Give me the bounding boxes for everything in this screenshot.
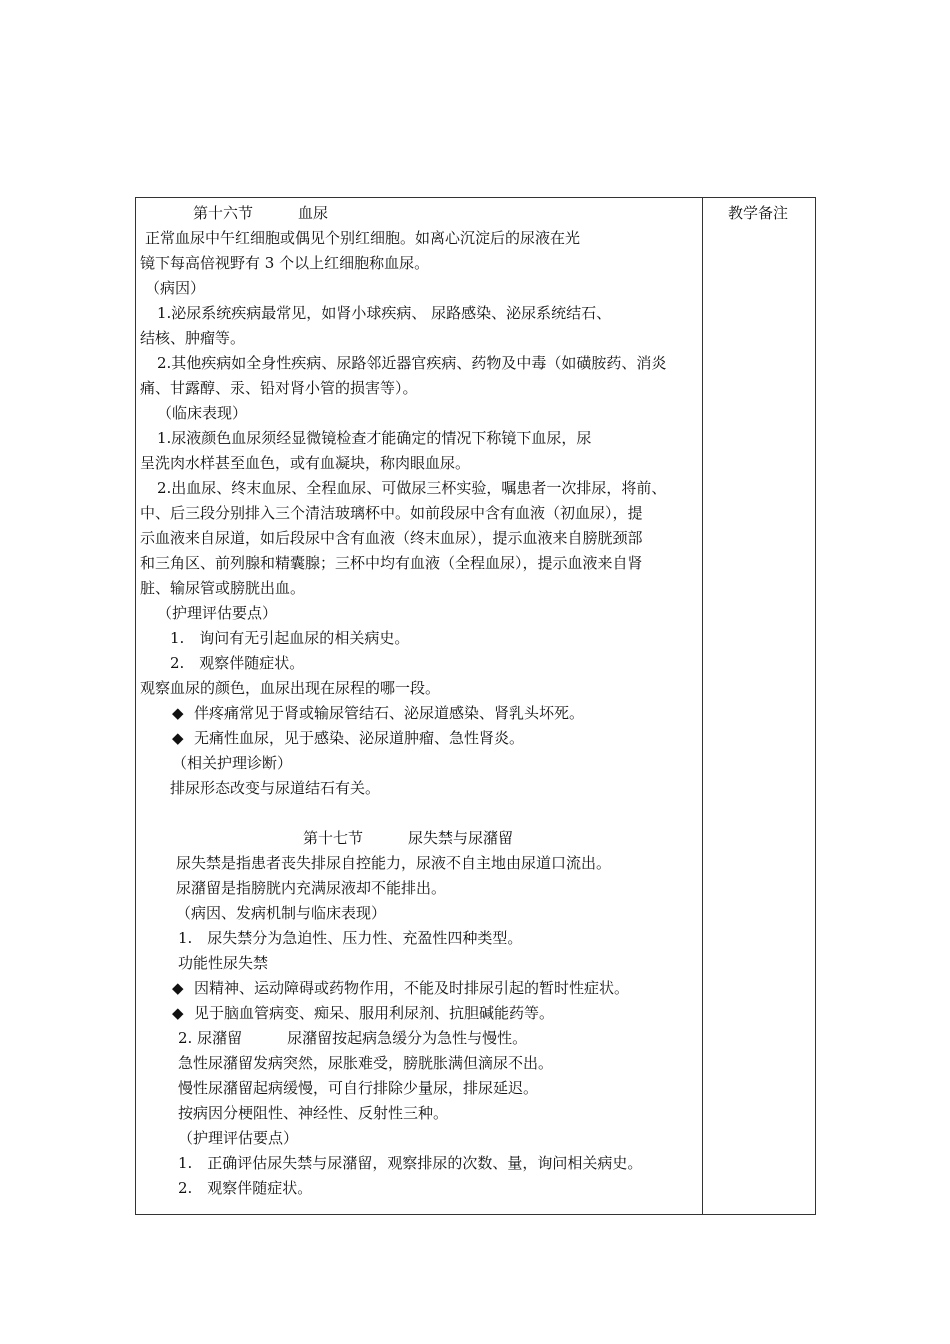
s16-diagnosis-heading: （相关护理诊断） <box>172 754 293 772</box>
s17-point-2b: 慢性尿潴留起病缓慢，可自行排除少量尿，排尿延迟。 <box>178 1079 539 1097</box>
section-16-title: 第十六节 血尿 <box>193 204 329 222</box>
s16-assess-heading: （护理评估要点） <box>157 604 278 622</box>
s16-cause-1a: 1.泌尿系统疾病最常见，如肾小球疾病、 尿路感染、泌尿系统结石、 <box>157 304 612 322</box>
s16-cause-heading: （病因） <box>145 279 206 297</box>
s16-intro-line2: 镜下每高倍视野有 3 个以上红细胞称血尿。 <box>140 254 430 272</box>
diamond-bullet-icon: ◆ <box>172 704 184 722</box>
s16-assess-2: 2. 观察伴随症状。 <box>170 654 305 672</box>
s16-clinical-2c: 示血液来自尿道，如后段尿中含有血液（终末血尿），提示血液来自膀胱颈部 <box>140 529 643 547</box>
s16-clinical-1b: 呈洗肉水样甚至血色，或有血凝块，称肉眼血尿。 <box>140 454 471 472</box>
s16-intro-line1: 正常血尿中午红细胞或偶见个别红细胞。如离心沉淀后的尿液在光 <box>145 229 581 247</box>
s16-cause-1b: 结核、肿瘤等。 <box>140 329 246 347</box>
s16-clinical-1a: 1.尿液颜色血尿须经显微镜检查才能确定的情况下称镜下血尿，尿 <box>157 429 592 447</box>
s17-point-1: 1. 尿失禁分为急迫性、压力性、充盈性四种类型。 <box>178 929 523 947</box>
s17-definition-1: 尿失禁是指患者丧失排尿自控能力，尿液不自主地由尿道口流出。 <box>176 854 612 872</box>
s16-assess-1: 1. 询问有无引起血尿的相关病史。 <box>170 629 410 647</box>
s16-diagnosis-1: 排尿形态改变与尿道结石有关。 <box>170 779 381 797</box>
s16-clinical-2a: 2.出血尿、终末血尿、全程血尿、可做尿三杯实验，嘱患者一次排尿，将前、 <box>157 479 667 497</box>
diamond-bullet-icon: ◆ <box>172 979 184 997</box>
s17-bullet-1: ◆ 因精神、运动障碍或药物作用，不能及时排尿引起的暂时性症状。 <box>172 979 630 997</box>
s16-bullet-1: ◆ 伴疼痛常见于肾或输尿管结石、泌尿道感染、肾乳头坏死。 <box>172 704 585 722</box>
s16-assess-3: 观察血尿的颜色，血尿出现在尿程的哪一段。 <box>140 679 441 697</box>
s17-assess-1: 1. 正确评估尿失禁与尿潴留，观察排尿的次数、量，询问相关病史。 <box>178 1154 643 1172</box>
s17-cause-heading: （病因、发病机制与临床表现） <box>176 904 387 922</box>
diamond-bullet-icon: ◆ <box>172 1004 184 1022</box>
column-divider <box>702 197 703 1215</box>
s16-clinical-2d: 和三角区、前列腺和精囊腺；三杯中均有血液（全程血尿），提示血液来自肾 <box>140 554 643 572</box>
s16-cause-2b: 痛、甘露醇、汞、铅对肾小管的损害等）。 <box>140 379 418 397</box>
s17-assess-2: 2. 观察伴随症状。 <box>178 1179 313 1197</box>
notes-column-header: 教学备注 <box>728 204 789 222</box>
s16-bullet-2: ◆ 无痛性血尿，见于感染、泌尿道肿瘤、急性肾炎。 <box>172 729 525 747</box>
s17-definition-2: 尿潴留是指膀胱内充满尿液却不能排出。 <box>176 879 447 897</box>
s17-point-1-sub: 功能性尿失禁 <box>178 954 269 972</box>
s17-point-2a: 急性尿潴留发病突然，尿胀难受，膀胱胀满但滴尿不出。 <box>178 1054 554 1072</box>
section-17-title: 第十七节 尿失禁与尿潴留 <box>303 829 514 847</box>
s16-clinical-2b: 中、后三段分别排入三个清洁玻璃杯中。如前段尿中含有血液（初血尿），提 <box>140 504 643 522</box>
s17-assess-heading: （护理评估要点） <box>178 1129 299 1147</box>
diamond-bullet-icon: ◆ <box>172 729 184 747</box>
s16-cause-2a: 2.其他疾病如全身性疾病、尿路邻近器官疾病、药物及中毒（如磺胺药、消炎 <box>157 354 667 372</box>
s16-clinical-heading: （临床表现） <box>157 404 248 422</box>
s17-point-2c: 按病因分梗阻性、神经性、反射性三种。 <box>178 1104 449 1122</box>
s17-point-2: 2. 尿潴留 尿潴留按起病急缓分为急性与慢性。 <box>178 1029 528 1047</box>
s17-bullet-2: ◆ 见于脑血管病变、痴呆、服用利尿剂、抗胆碱能药等。 <box>172 1004 555 1022</box>
s16-clinical-2e: 脏、输尿管或膀胱出血。 <box>140 579 306 597</box>
